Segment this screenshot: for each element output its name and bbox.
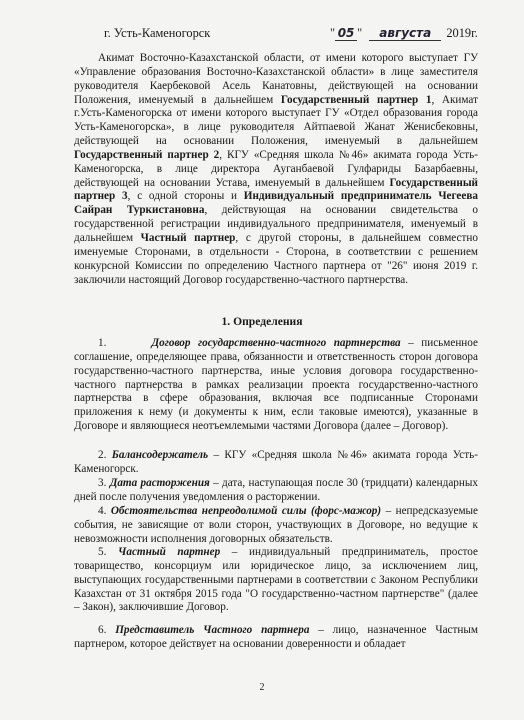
city-label: г. Усть-Каменогорск bbox=[104, 26, 211, 40]
item-number: 1. bbox=[98, 337, 107, 349]
party-private-entrepreneur: Индивидуальный предприниматель Чегеева Сайран Туркистановна bbox=[74, 190, 478, 217]
preamble-paragraph bbox=[74, 52, 478, 287]
definition-term: Дата расторжения bbox=[109, 477, 210, 489]
preamble-text-5: , действующая на основании свидетельства о государственной регистрации индивидуального предпринимателя, именуемый в дальнейшем bbox=[74, 204, 478, 244]
definition-text: – индивидуальный предприниматель, простое товарищество, консорциум или юридическое лицо, за исключением лиц, выступающих государственными партнерами в соответствии с Законом Республики Казахстан от 31 октября 2015 года "О государственно-частном партнерстве" (далее – Закон), заключившие Договор. bbox=[74, 546, 478, 614]
party-gov-2: Государственный партнер 2 bbox=[74, 148, 220, 161]
definition-text: – письменное соглашение, определяющее права, обязанности и ответственность сторон договора государственно-частного партнерства, иные условия договора государственно-частного партнерства в рамках реализации проекта государственно-частного партнерства в сфере образования, включая все подписанные Сторонами приложения к нему (и документы к ним, если таковые имеются), указанные в Договоре и являющиеся неотъемлемыми частями Договора (далее – Договор). bbox=[74, 337, 478, 433]
date-day: 05 bbox=[335, 26, 357, 41]
preamble-text-4: , с одной стороны и bbox=[127, 190, 244, 203]
definition-text: – лицо, назначенное Частным партнером, которое действует на основании доверенности и обладает bbox=[74, 624, 478, 650]
date-close-quote: " bbox=[357, 26, 363, 40]
item-number: 6. bbox=[98, 624, 107, 636]
date-month: августа bbox=[369, 26, 441, 41]
document-header bbox=[0, 14, 524, 40]
definition-term: Обстоятельства непреодолимой силы (форс-мажор) bbox=[110, 505, 382, 517]
definition-item bbox=[74, 546, 478, 615]
date-year: 2019г. bbox=[446, 26, 478, 40]
item-number: 4. bbox=[98, 505, 107, 517]
definition-term: Представитель Частного партнера bbox=[115, 624, 310, 636]
definition-term: Частный партнер bbox=[118, 546, 221, 558]
definition-text: – непредсказуемые события, не зависящие от воли сторон, участвующих в Договоре, но ведущие к невозможности исполнения договорных обязательств. bbox=[74, 505, 479, 545]
definition-item bbox=[74, 337, 478, 434]
definition-text: – дата, наступающая после 30 (тридцати) календарных дней после получения уведомления о расторжении. bbox=[74, 477, 478, 503]
definition-item bbox=[74, 624, 478, 652]
party-gov-3: Государственный партнер 3 bbox=[74, 176, 478, 203]
definition-text: – КГУ «Средняя школа №46» акимата города Усть-Каменогорск. bbox=[74, 449, 478, 475]
definition-item bbox=[74, 505, 478, 547]
item-number: 2. bbox=[98, 449, 107, 461]
date-open-quote: " bbox=[330, 26, 336, 40]
party-gov-1: Государственный партнер 1 bbox=[280, 93, 432, 106]
definition-term: Балансодержатель bbox=[111, 449, 209, 461]
definition-item bbox=[74, 449, 478, 477]
party-private: Частный партнер bbox=[140, 231, 236, 244]
contract-date bbox=[330, 26, 478, 41]
item-number: 5. bbox=[98, 546, 107, 558]
definition-item bbox=[74, 477, 478, 505]
preamble-text-6: , с другой стороны, в дальнейшем совместно именуемые Сторонами, в отдельности - Сторона, в соответствии с решением конкурсной Комиссии по определению Частного партнера от "26" июня 2019 г. заключили настоящий Договор государственно-частного партнерства. bbox=[74, 231, 478, 286]
item-number: 3. bbox=[98, 477, 107, 489]
page-number: 2 bbox=[259, 682, 265, 693]
section-title-definitions: 1. Определения bbox=[221, 315, 303, 328]
preamble-text-2: , Акимат г.Усть-Каменогорска от имени которого выступает ГУ «Отдел образования города Усть-Каменогорска», в лице руководителя Айтпаевой Жанат Жениcбековны, действующей на основании Положения, именуемый в дальнейшем bbox=[74, 93, 478, 148]
preamble-text-3: , КГУ «Средняя школа №46» акимата города Усть-Каменогорска, в лице директора Ауганбаевой Гулфариды Базарбаевны, действующей на основании Устава, именуемый в дальнейшем bbox=[74, 148, 478, 189]
definition-term: Договор государственно-частного партнерства bbox=[151, 337, 401, 349]
preamble-text-1: Акимат Восточно-Казахстанской области, от имени которого выступает ГУ «Управление образования Восточно-Казахстанской области» в лице заместителя руководителя Каербековой Асель Канатовны, действующей на основании Положения, именуемый в дальнейшем bbox=[74, 52, 478, 106]
